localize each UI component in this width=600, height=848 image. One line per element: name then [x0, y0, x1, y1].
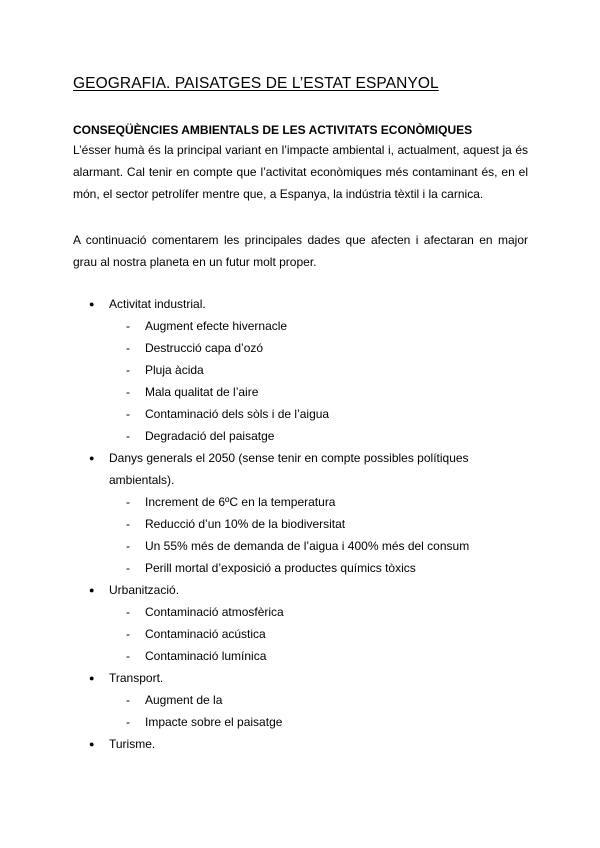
list-item: Urbanització.	[109, 583, 180, 597]
dash-icon: -	[126, 517, 130, 531]
list-subitem: Contaminació lumínica	[145, 649, 267, 663]
list-item: Turisme.	[109, 737, 156, 751]
list-subitem: Increment de 6ºC en la temperatura	[145, 495, 336, 509]
dash-icon: -	[126, 407, 130, 421]
dash-icon: -	[126, 539, 130, 553]
bullet-icon: ●	[89, 739, 95, 749]
list-subitem: Augment de la	[145, 693, 223, 707]
dash-icon: -	[126, 363, 130, 377]
list-subitem: Contaminació dels sòls i de l’aigua	[145, 407, 330, 421]
list-item: Danys generals el 2050 (sense tenir en compte possibles polítiques ambientals).	[109, 451, 469, 487]
list-subitem: Contaminació acústica	[145, 627, 266, 641]
dash-icon: -	[126, 385, 130, 399]
list-item: Transport.	[109, 671, 164, 685]
bullet-icon: ●	[89, 453, 95, 463]
list-subitem: Contaminació atmosfèrica	[145, 605, 284, 619]
list-subitem: Pluja àcida	[145, 363, 204, 377]
section-heading: CONSEQÜÈNCIES AMBIENTALS DE LES ACTIVITATS ECONÒMIQUES	[73, 123, 473, 137]
intro-paragraph: L’ésser humà és la principal variant en l’impacte ambiental i, actualment, aquest ja és alarmant. Cal tenir en compte que l’activitat econòmiques més contaminant és, en el món, el sector petrolífer mentre que, a Espanya, la indústria tèxtil i la carnica.	[73, 143, 528, 201]
continuation-paragraph: A continuació comentarem les principales dades que afecten i afectaran en major grau al nostra planeta en un futur molt proper.	[73, 233, 528, 269]
list-subitem: Augment efecte hivernacle	[145, 319, 288, 333]
list-subitem: Perill mortal d’exposició a productes químics tòxics	[145, 561, 416, 575]
list-subitem: Mala qualitat de l’aire	[145, 385, 259, 399]
dash-icon: -	[126, 693, 130, 707]
dash-icon: -	[126, 649, 130, 663]
document-title: GEOGRAFIA. PAISATGES DE L’ESTAT ESPANYOL	[73, 75, 439, 92]
dash-icon: -	[126, 561, 130, 575]
dash-icon: -	[126, 605, 130, 619]
dash-icon: -	[126, 495, 130, 509]
list-item: Activitat industrial.	[109, 297, 206, 311]
list-subitem: Un 55% més de demanda de l’aigua i 400% més del consum	[145, 539, 470, 553]
bullet-icon: ●	[89, 299, 95, 309]
dash-icon: -	[126, 429, 130, 443]
list-subitem: Reducció d’un 10% de la biodiversitat	[145, 517, 346, 531]
bullet-icon: ●	[89, 585, 95, 595]
dash-icon: -	[126, 319, 130, 333]
list-subitem: Destrucció capa d’ozó	[145, 341, 264, 355]
dash-icon: -	[126, 627, 130, 641]
bullet-icon: ●	[89, 673, 95, 683]
dash-icon: -	[126, 715, 130, 729]
dash-icon: -	[126, 341, 130, 355]
list-subitem: Degradació del paisatge	[145, 429, 275, 443]
list-subitem: Impacte sobre el paisatge	[145, 715, 283, 729]
